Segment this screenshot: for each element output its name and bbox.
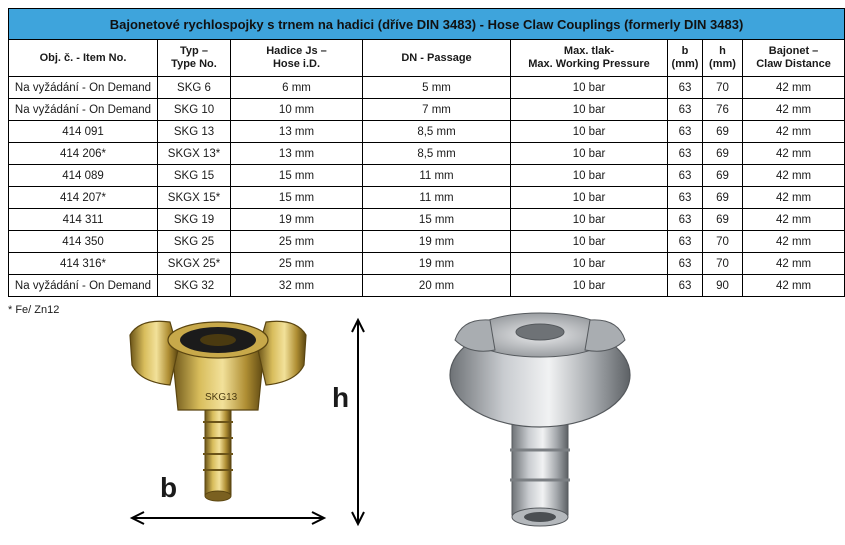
table-cell: 25 mm [231, 253, 363, 275]
table-cell: SKGX 15* [158, 187, 231, 209]
column-header [668, 40, 703, 77]
table-cell: SKG 32 [158, 275, 231, 297]
table-cell: 63 [668, 187, 703, 209]
table-cell: 5 mm [363, 77, 511, 99]
column-header-line: Bajonet – [768, 45, 819, 57]
table-cell: 13 mm [231, 121, 363, 143]
column-header-line: b [681, 45, 689, 57]
width-label: b [160, 472, 178, 503]
table-cell: 414 207* [9, 187, 158, 209]
table-row [9, 253, 845, 275]
table-cell: 414 206* [9, 143, 158, 165]
table-cell: 69 [703, 187, 743, 209]
column-header [9, 40, 158, 77]
table-cell: 69 [703, 121, 743, 143]
table-cell: 63 [668, 143, 703, 165]
column-header [743, 40, 845, 77]
table-cell: 63 [668, 253, 703, 275]
table-cell: 10 bar [511, 275, 668, 297]
column-header-line: Type No. [171, 58, 217, 70]
column-header [363, 40, 511, 77]
table-row [9, 275, 845, 297]
table-cell: 10 bar [511, 77, 668, 99]
table-cell: 15 mm [363, 209, 511, 231]
table-cell: 70 [703, 77, 743, 99]
table-cell: 414 091 [9, 121, 158, 143]
steel-coupling-image [450, 313, 630, 526]
table-cell: 69 [703, 165, 743, 187]
column-header-line: Claw Distance [756, 58, 831, 70]
table-cell: 42 mm [743, 209, 845, 231]
column-header [703, 40, 743, 77]
table-cell: 7 mm [363, 99, 511, 121]
table-cell: 42 mm [743, 275, 845, 297]
table-cell: 19 mm [363, 231, 511, 253]
table-cell: 10 bar [511, 187, 668, 209]
table-cell: 42 mm [743, 99, 845, 121]
table-cell: Na vyžádání - On Demand [9, 99, 158, 121]
table-cell: 10 bar [511, 165, 668, 187]
column-header-line: Hadice Js – [266, 45, 327, 57]
column-header-line: h [719, 45, 726, 57]
table-cell: 10 bar [511, 253, 668, 275]
table-cell: 63 [668, 121, 703, 143]
spec-sheet [8, 8, 831, 297]
table-cell: 11 mm [363, 165, 511, 187]
table-cell: 42 mm [743, 77, 845, 99]
table-cell: 20 mm [363, 275, 511, 297]
table-cell: 76 [703, 99, 743, 121]
table-cell: SKG 15 [158, 165, 231, 187]
table-cell: SKGX 13* [158, 143, 231, 165]
table-cell: 63 [668, 165, 703, 187]
footnote: * Fe/ Zn12 [8, 304, 60, 316]
table-cell: 10 mm [231, 99, 363, 121]
table-cell: 19 mm [231, 209, 363, 231]
table-cell: SKG 19 [158, 209, 231, 231]
column-header-line: Obj. č. - Item No. [39, 51, 127, 64]
height-label: h [332, 382, 350, 413]
width-dimension-arrow [132, 512, 324, 524]
table-cell: SKGX 25* [158, 253, 231, 275]
table-cell: 10 bar [511, 121, 668, 143]
table-cell: 63 [668, 275, 703, 297]
table-cell: 42 mm [743, 121, 845, 143]
column-header [231, 40, 363, 77]
column-header-row [9, 40, 845, 77]
table-cell: SKG 13 [158, 121, 231, 143]
coupling-spec-table [8, 8, 845, 297]
table-cell: 69 [703, 143, 743, 165]
table-row [9, 187, 845, 209]
table-cell: 42 mm [743, 253, 845, 275]
table-row [9, 209, 845, 231]
table-cell: 90 [703, 275, 743, 297]
column-header-line: (mm) [671, 58, 699, 70]
table-row [9, 121, 845, 143]
table-cell: 19 mm [363, 253, 511, 275]
column-header-line: Max. Working Pressure [528, 58, 650, 70]
table-cell: SKG 10 [158, 99, 231, 121]
table-cell: 11 mm [363, 187, 511, 209]
table-cell: 6 mm [231, 77, 363, 99]
table-cell: 10 bar [511, 143, 668, 165]
table-cell: 10 bar [511, 231, 668, 253]
table-cell: 42 mm [743, 187, 845, 209]
table-cell: 15 mm [231, 187, 363, 209]
table-cell: 15 mm [231, 165, 363, 187]
table-cell: 42 mm [743, 143, 845, 165]
table-cell: 8,5 mm [363, 121, 511, 143]
table-cell: 414 311 [9, 209, 158, 231]
column-header [511, 40, 668, 77]
table-cell: 8,5 mm [363, 143, 511, 165]
table-title: Bajonetové rychlospojky s trnem na hadici (dříve DIN 3483) - Hose Claw Couplings (formerly DIN 3483) [9, 9, 845, 40]
brass-coupling-image [130, 321, 306, 501]
column-header-line: (mm) [709, 58, 736, 70]
table-cell: 13 mm [231, 143, 363, 165]
table-body [9, 77, 845, 297]
table-cell: Na vyžádání - On Demand [9, 275, 158, 297]
height-dimension-arrow [352, 320, 364, 524]
column-header-line: Max. tlak- [563, 45, 615, 57]
column-header-line: Typ – [180, 45, 208, 57]
table-row [9, 77, 845, 99]
coupling-illustration [0, 310, 784, 540]
table-cell: 10 bar [511, 99, 668, 121]
table-row [9, 99, 845, 121]
table-cell: 25 mm [231, 231, 363, 253]
table-cell: 69 [703, 209, 743, 231]
table-row [9, 143, 845, 165]
product-figure [0, 310, 784, 540]
table-cell: SKG 25 [158, 231, 231, 253]
table-cell: 42 mm [743, 165, 845, 187]
column-header [158, 40, 231, 77]
table-row [9, 231, 845, 253]
column-header-line: Hose i.D. [272, 58, 321, 70]
table-cell: 70 [703, 253, 743, 275]
table-cell: 70 [703, 231, 743, 253]
table-row [9, 165, 845, 187]
table-cell: 10 bar [511, 209, 668, 231]
table-cell: 63 [668, 77, 703, 99]
table-cell: 414 350 [9, 231, 158, 253]
table-cell: 63 [668, 99, 703, 121]
table-cell: SKG 6 [158, 77, 231, 99]
table-cell: 63 [668, 231, 703, 253]
table-cell: 63 [668, 209, 703, 231]
table-cell: 414 316* [9, 253, 158, 275]
table-cell: 42 mm [743, 231, 845, 253]
svg-text:SKG13: SKG13 [205, 392, 238, 403]
column-header-line: DN - Passage [401, 51, 472, 64]
table-cell: Na vyžádání - On Demand [9, 77, 158, 99]
table-cell: 32 mm [231, 275, 363, 297]
table-cell: 414 089 [9, 165, 158, 187]
